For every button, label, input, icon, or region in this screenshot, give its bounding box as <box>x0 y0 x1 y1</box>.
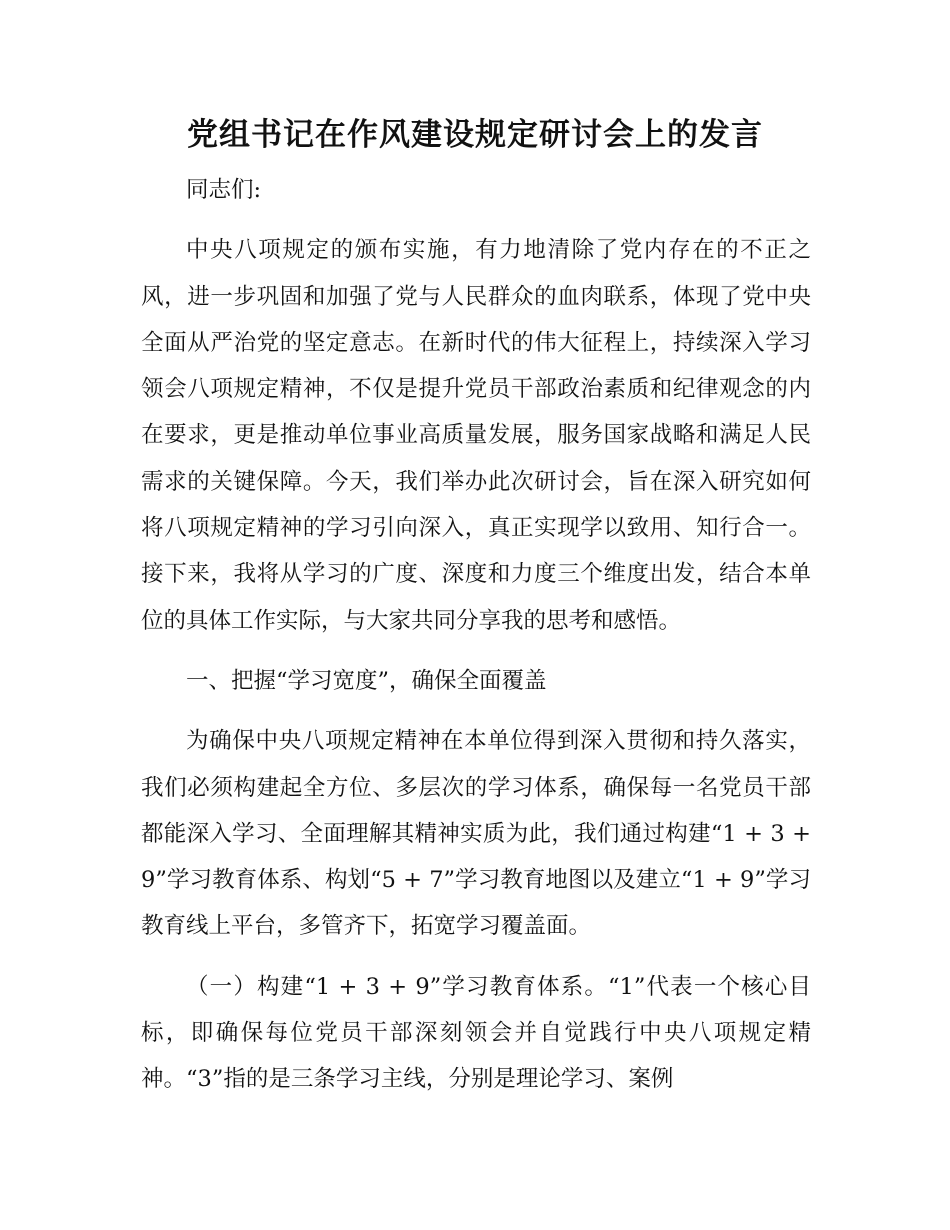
section-heading-1: 一、把握“学习宽度”，确保全面覆盖 <box>186 667 547 694</box>
subsection-1-paragraph: （一）构建“1 + 3 + 9”学习教育体系。“1”代表一个核心目标，即确保每位党员干部深刻领会并自觉践行中央八项规定精神。“3”指的是三条学习主线，分别是理论学习、案例 <box>141 973 811 1093</box>
section-1-paragraph: 为确保中央八项规定精神在本单位得到深入贯彻和持久落实，我们必须构建起全方位、多层次的学习体系，确保每一名党员干部都能深入学习、全面理解其精神实质为此，我们通过构建“1 + 3 + 9”学习教育体系、构划“5 + 7”学习教育地图以及建立“1 + 9”学习教育线上平台，多管齐下，拓宽学习覆盖面。 <box>141 728 811 940</box>
document-body <box>141 167 811 1103</box>
document-title: 党组书记在作风建设规定研讨会上的发言 <box>187 117 763 153</box>
salutation: 同志们: <box>186 177 262 203</box>
intro-paragraph: 中央八项规定的颁布实施，有力地清除了党内存在的不正之风，进一步巩固和加强了党与人民群众的血肉联系，体现了党中央全面从严治党的坚定意志。在新时代的伟大征程上，持续深入学习领会八项规定精神，不仅是提升党员干部政治素质和纪律观念的内在要求，更是推动单位事业高质量发展，服务国家战略和满足人民需求的关键保障。今天，我们举办此次研讨会，旨在深入研究如何将八项规定精神的学习引向深入，真正实现学以致用、知行合一。接下来，我将从学习的广度、深度和力度三个维度出发，结合本单位的具体工作实际，与大家共同分享我的思考和感悟。 <box>141 237 811 634</box>
